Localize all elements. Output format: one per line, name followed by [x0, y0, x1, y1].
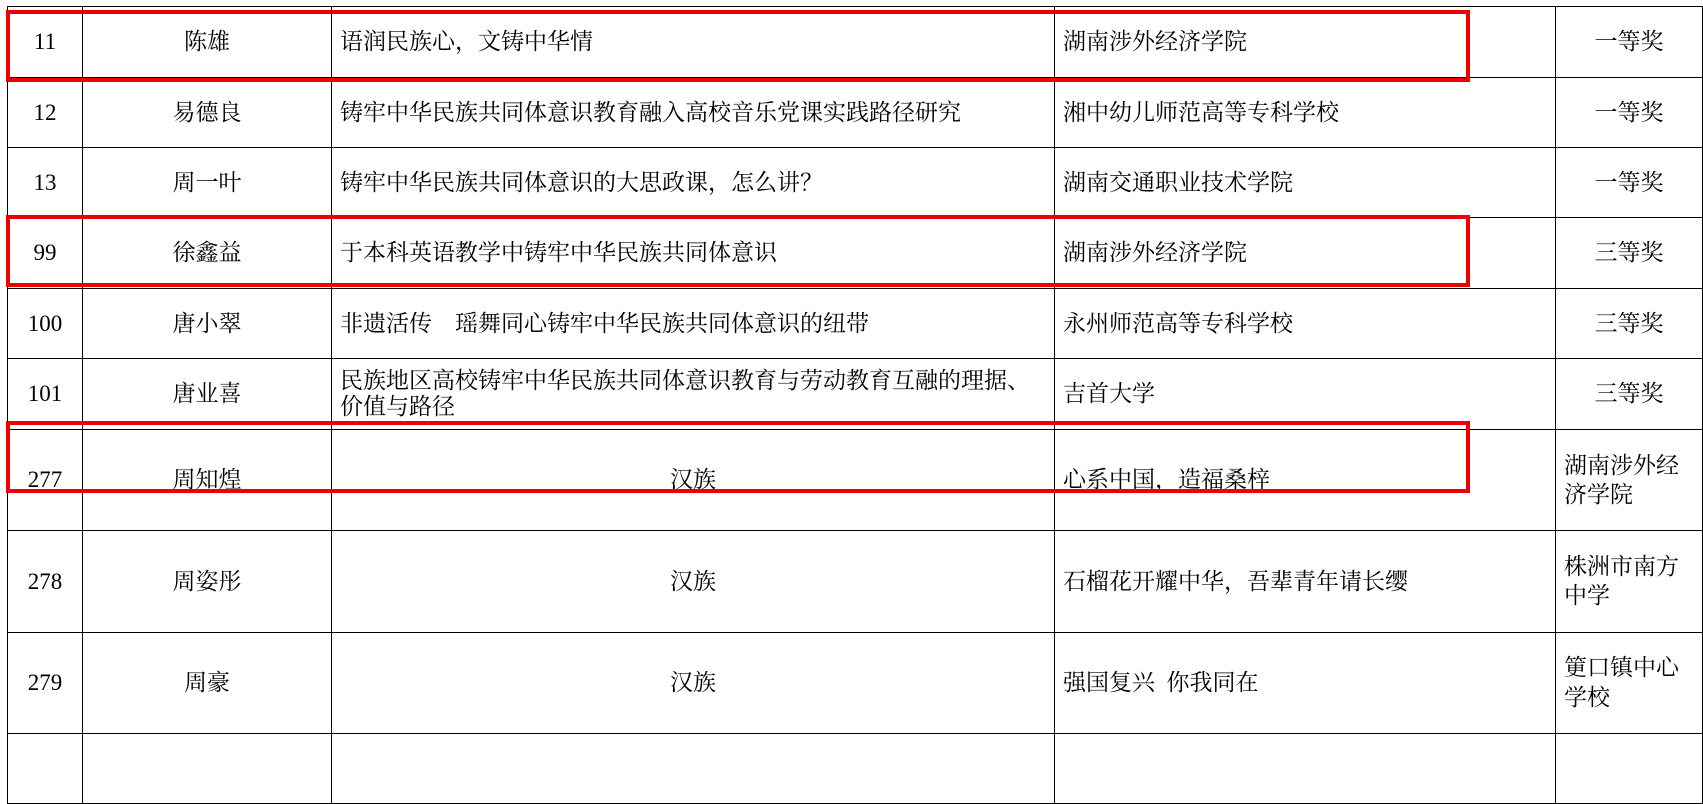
row-award: 一等奖: [1556, 148, 1703, 218]
row-school: 筻口镇中心学校: [1556, 632, 1703, 733]
award-table: [7, 6, 1703, 804]
row-title: 于本科英语教学中铸牢中华民族共同体意识: [332, 218, 1055, 289]
row-name: 陈雄: [83, 7, 332, 78]
row-school: 湖南涉外经济学院: [1556, 430, 1703, 531]
row-school: 湖南交通职业技术学院: [1055, 148, 1556, 218]
row-ethnic: 汉族: [332, 531, 1055, 632]
row-name: 唐业喜: [83, 359, 332, 430]
table-row[interactable]: [8, 359, 1703, 430]
row-number: 101: [8, 359, 83, 430]
row-name: 易德良: [83, 78, 332, 148]
table-row[interactable]: [8, 218, 1703, 289]
table-row[interactable]: [8, 148, 1703, 218]
row-title-text: 民族地区高校铸牢中华民族共同体意识教育与劳动教育互融的理据、价值与路径: [340, 368, 1030, 419]
row-award: 一等奖: [1556, 7, 1703, 78]
award-table-sheet: [0, 6, 1679, 710]
table-row[interactable]: [8, 289, 1703, 359]
row-school: 湖南涉外经济学院: [1055, 218, 1556, 289]
row-title: 心系中国，造福桑梓: [1055, 430, 1556, 531]
row-name: 唐小翠: [83, 289, 332, 359]
row-number: [8, 733, 83, 803]
row-name: 周知煌: [83, 430, 332, 531]
table-row-partial[interactable]: [8, 733, 1703, 803]
row-number: 12: [8, 78, 83, 148]
row-title: [332, 359, 1055, 430]
row-number: 11: [8, 7, 83, 78]
row-name: 周一叶: [83, 148, 332, 218]
row-ethnic: [332, 733, 1055, 803]
row-award: 三等奖: [1556, 218, 1703, 289]
table-row[interactable]: [8, 632, 1703, 733]
row-title: 强国复兴 你我同在: [1055, 632, 1556, 733]
row-award: 一等奖: [1556, 78, 1703, 148]
row-number: 278: [8, 531, 83, 632]
row-title: [1055, 733, 1556, 803]
row-school: 湖南涉外经济学院: [1055, 7, 1556, 78]
row-title: 铸牢中华民族共同体意识教育融入高校音乐党课实践路径研究: [332, 78, 1055, 148]
row-number: 100: [8, 289, 83, 359]
row-number: 99: [8, 218, 83, 289]
row-title: 非遗活传 瑶舞同心铸牢中华民族共同体意识的纽带: [332, 289, 1055, 359]
row-school: 株洲市南方中学: [1556, 531, 1703, 632]
row-award: 三等奖: [1556, 289, 1703, 359]
table-row[interactable]: [8, 531, 1703, 632]
row-title: 铸牢中华民族共同体意识的大思政课，怎么讲？: [332, 148, 1055, 218]
row-school: 永州师范高等专科学校: [1055, 289, 1556, 359]
row-school: [1556, 733, 1703, 803]
row-number: 279: [8, 632, 83, 733]
row-title: 语润民族心，文铸中华情: [332, 7, 1055, 78]
award-table-body: [8, 7, 1703, 804]
row-award: 三等奖: [1556, 359, 1703, 430]
row-ethnic: 汉族: [332, 632, 1055, 733]
row-school: 湘中幼儿师范高等专科学校: [1055, 78, 1556, 148]
row-name: [83, 733, 332, 803]
row-number: 13: [8, 148, 83, 218]
table-row[interactable]: [8, 430, 1703, 531]
row-name: 徐鑫益: [83, 218, 332, 289]
row-name: 周豪: [83, 632, 332, 733]
row-ethnic: 汉族: [332, 430, 1055, 531]
row-school: 吉首大学: [1055, 359, 1556, 430]
row-name: 周姿彤: [83, 531, 332, 632]
table-row[interactable]: [8, 78, 1703, 148]
row-number: 277: [8, 430, 83, 531]
table-row[interactable]: [8, 7, 1703, 78]
row-title: 石榴花开耀中华，吾辈青年请长缨: [1055, 531, 1556, 632]
